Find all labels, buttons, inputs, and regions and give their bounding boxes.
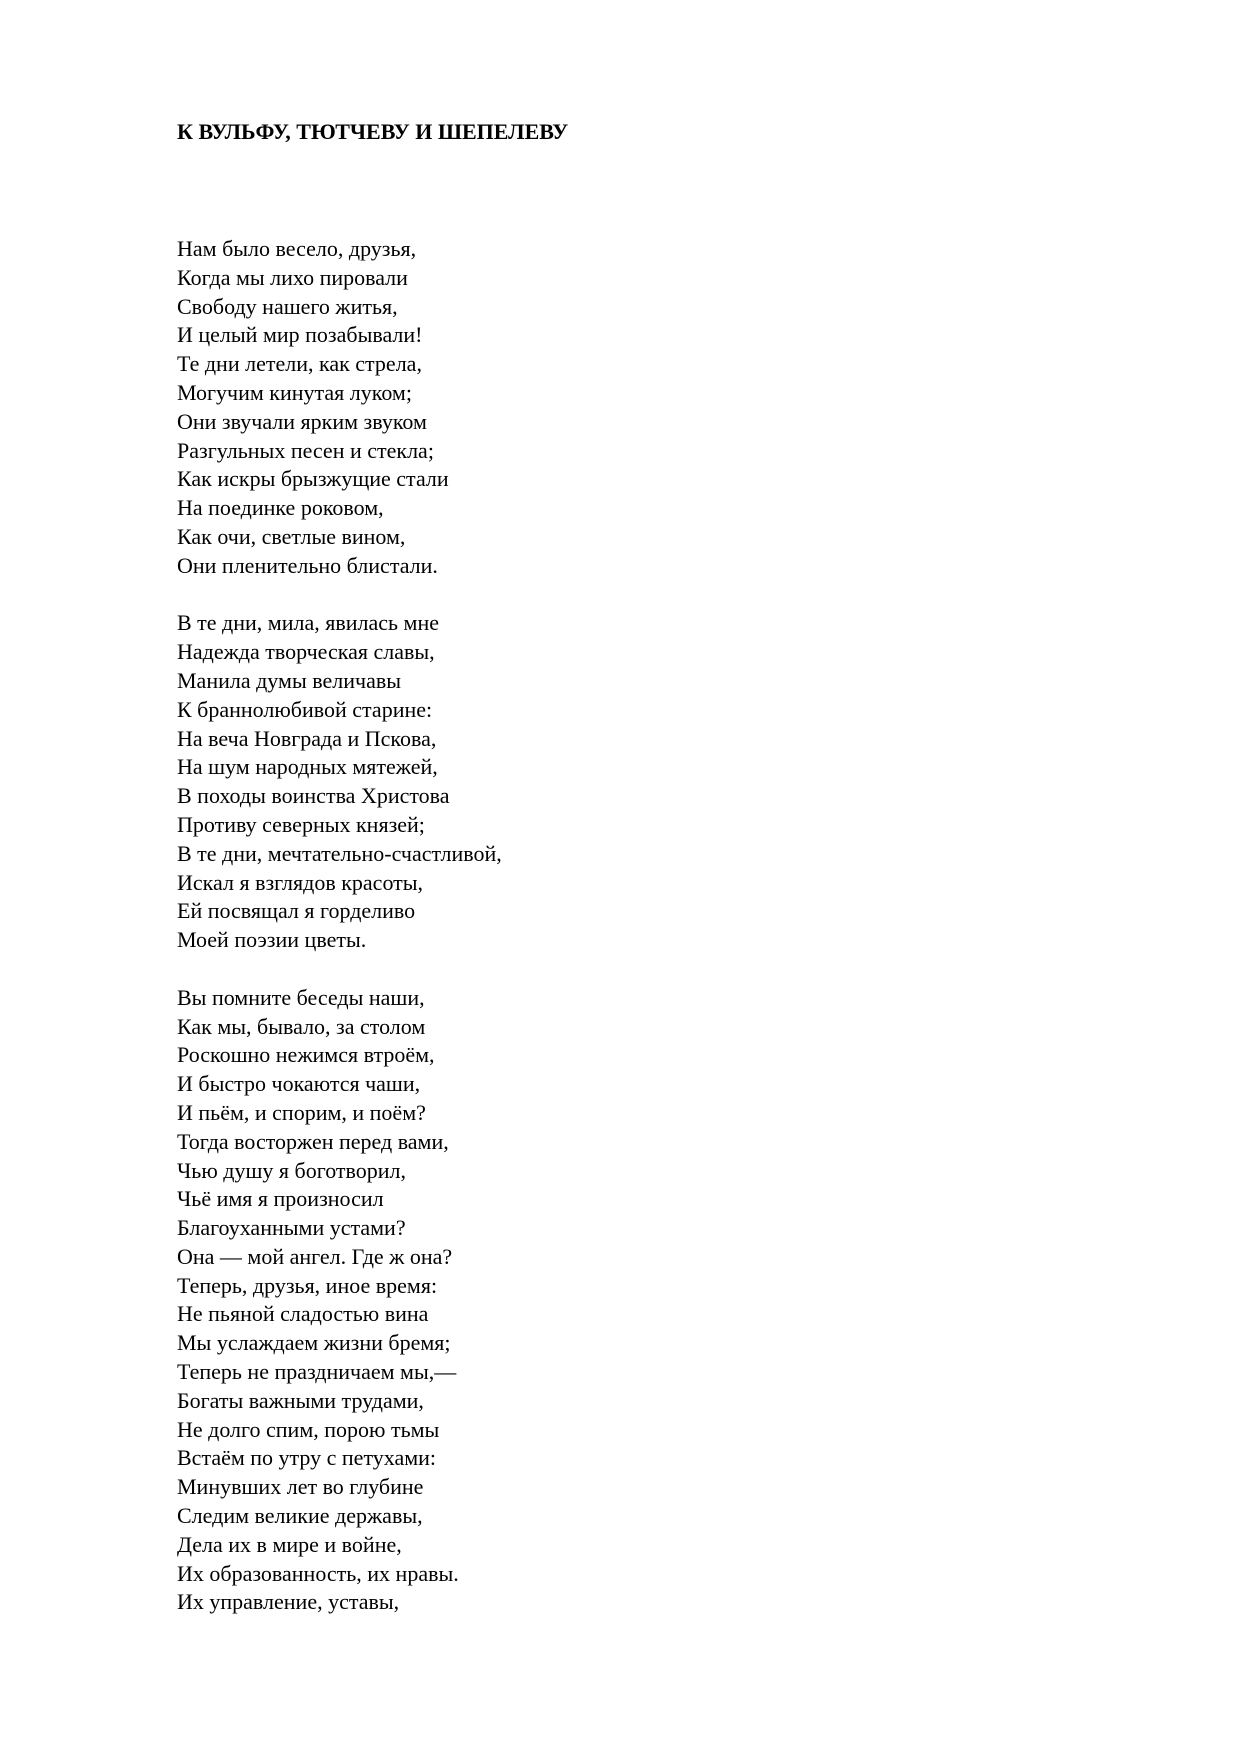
poem-line: Их образованность, их нравы. [177,1560,459,1586]
poem-line: Богаты важными трудами, [177,1387,424,1413]
poem-line: Их управление, уставы, [177,1589,400,1615]
poem-line: На шум народных мятежей, [177,754,438,780]
poem-line: Следим великие державы, [177,1503,423,1529]
poem-line: Роскошно нежимся втроём, [177,1042,435,1068]
poem-line: В те дни, мила, явилась мне [177,610,440,636]
poem-line: Тогда восторжен перед вами, [177,1128,449,1154]
poem-line: Искал я взглядов красоты, [177,869,424,895]
poem-line: Встаём по утру с петухами: [177,1445,437,1471]
poem-line: Противу северных князей; [177,811,425,837]
poem-line: Не пьяной сладостью вина [177,1301,429,1327]
poem-line: Она — мой ангел. Где ж она? [177,1243,453,1269]
poem-line: Дела их в мире и войне, [177,1531,402,1557]
poem-line: Теперь не праздничаем мы,— [177,1359,457,1385]
poem-line: Не долго спим, порою тьмы [177,1416,440,1442]
poem-line: И пьём, и спорим, и поём? [177,1099,426,1125]
poem-line: Вы помните беседы наши, [177,984,425,1010]
poem-line: Моей поэзии цветы. [177,927,367,953]
poem-line: Благоуханными устами? [177,1215,406,1241]
poem-line: Чью душу я боготворил, [177,1157,407,1183]
poem-line: Свободу нашего житья, [177,293,398,319]
poem-line: Могучим кинутая луком; [177,379,412,405]
poem-line: На поединке роковом, [177,495,384,521]
poem-body [177,235,502,1646]
stanza-2 [177,609,502,955]
poem-line: Когда мы лихо пировали [177,264,408,290]
poem-line: И быстро чокаются чаши, [177,1071,421,1097]
poem-line: Чьё имя я произносил [177,1186,384,1212]
poem-line: Разгульных песен и стекла; [177,437,434,463]
poem-line: Они звучали ярким звуком [177,408,427,434]
poem-line: К браннолюбивой старине: [177,696,433,722]
poem-line: Как мы, бывало, за столом [177,1013,426,1039]
poem-line: Теперь, друзья, иное время: [177,1272,438,1298]
poem-line: Минувших лет во глубине [177,1474,424,1500]
stanza-1 [177,235,502,581]
poem-line: Мы услаждаем жизни бремя; [177,1330,451,1356]
poem-line: Они пленительно блистали. [177,552,438,578]
poem-line: Как искры брызжущие стали [177,466,449,492]
stanza-3 [177,984,502,1618]
poem-line: В походы воинства Христова [177,783,450,809]
poem-line: Нам было весело, друзья, [177,236,417,261]
poem-line: Те дни летели, как стрела, [177,351,422,377]
poem-line: Манила думы величавы [177,667,401,693]
poem-line: Как очи, светлые вином, [177,523,406,549]
poem-title: К ВУЛЬФУ, ТЮТЧЕВУ И ШЕПЕЛЕВУ [177,119,569,144]
poem-line: Надежда творческая славы, [177,639,435,665]
poem-line: И целый мир позабывали! [177,322,423,348]
poem-line: В те дни, мечтательно-счастливой, [177,840,502,866]
poem-line: На веча Новграда и Пскова, [177,725,437,751]
poem-line: Ей посвящал я горделиво [177,898,416,924]
